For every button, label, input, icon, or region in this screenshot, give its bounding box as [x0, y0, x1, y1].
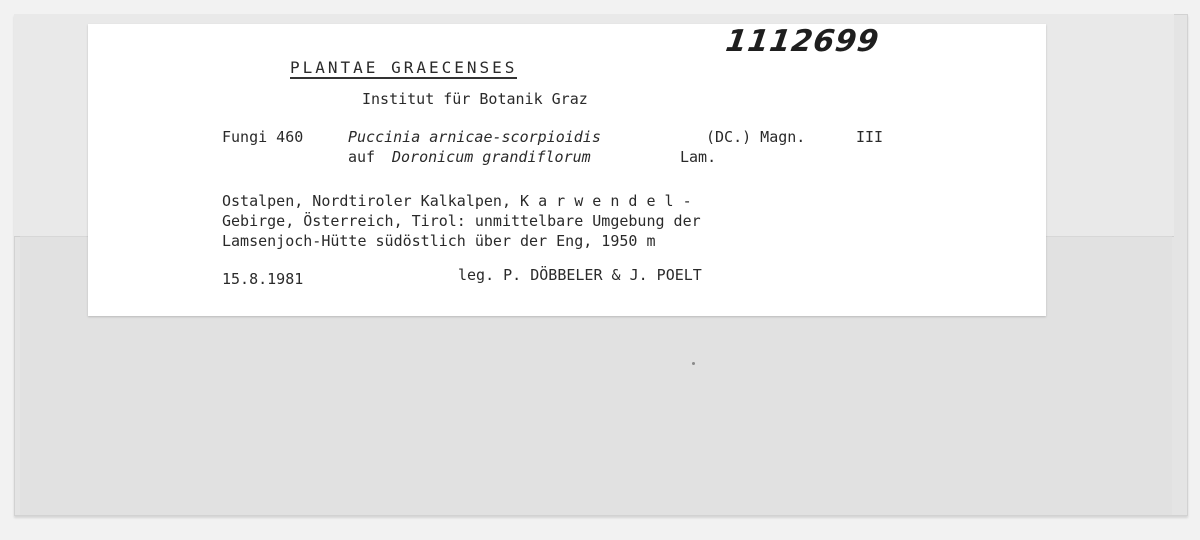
host-name: Doronicum grandiflorum — [392, 148, 591, 166]
locality-line-2: Gebirge, Österreich, Tirol: unmittelbare Umgebung der — [222, 212, 701, 230]
collection-date: 15.8.1981 — [222, 270, 304, 288]
institute-name: Institut für Botanik Graz — [362, 90, 588, 108]
spore-stage: III — [856, 128, 884, 146]
label-header-title: PLANTAE GRAECENSES — [290, 58, 518, 77]
paper-speck — [692, 362, 695, 365]
handwritten-specimen-number: 1112699 — [723, 24, 882, 59]
locality-line-3: Lamsenjoch-Hütte südöstlich über der Eng, 1950 m — [222, 232, 656, 250]
series-number: Fungi 460 — [222, 128, 304, 146]
locality-line-1: Ostalpen, Nordtiroler Kalkalpen, K a r w e n d e l - — [222, 192, 692, 210]
host-authority: Lam. — [680, 148, 717, 166]
taxon-name: Puccinia arnicae-scorpioidis — [348, 128, 601, 146]
host-prefix: auf — [348, 148, 376, 166]
taxon-authority: (DC.) Magn. — [706, 128, 806, 146]
collectors: leg. P. DÖBBELER & J. POELT — [458, 266, 702, 284]
